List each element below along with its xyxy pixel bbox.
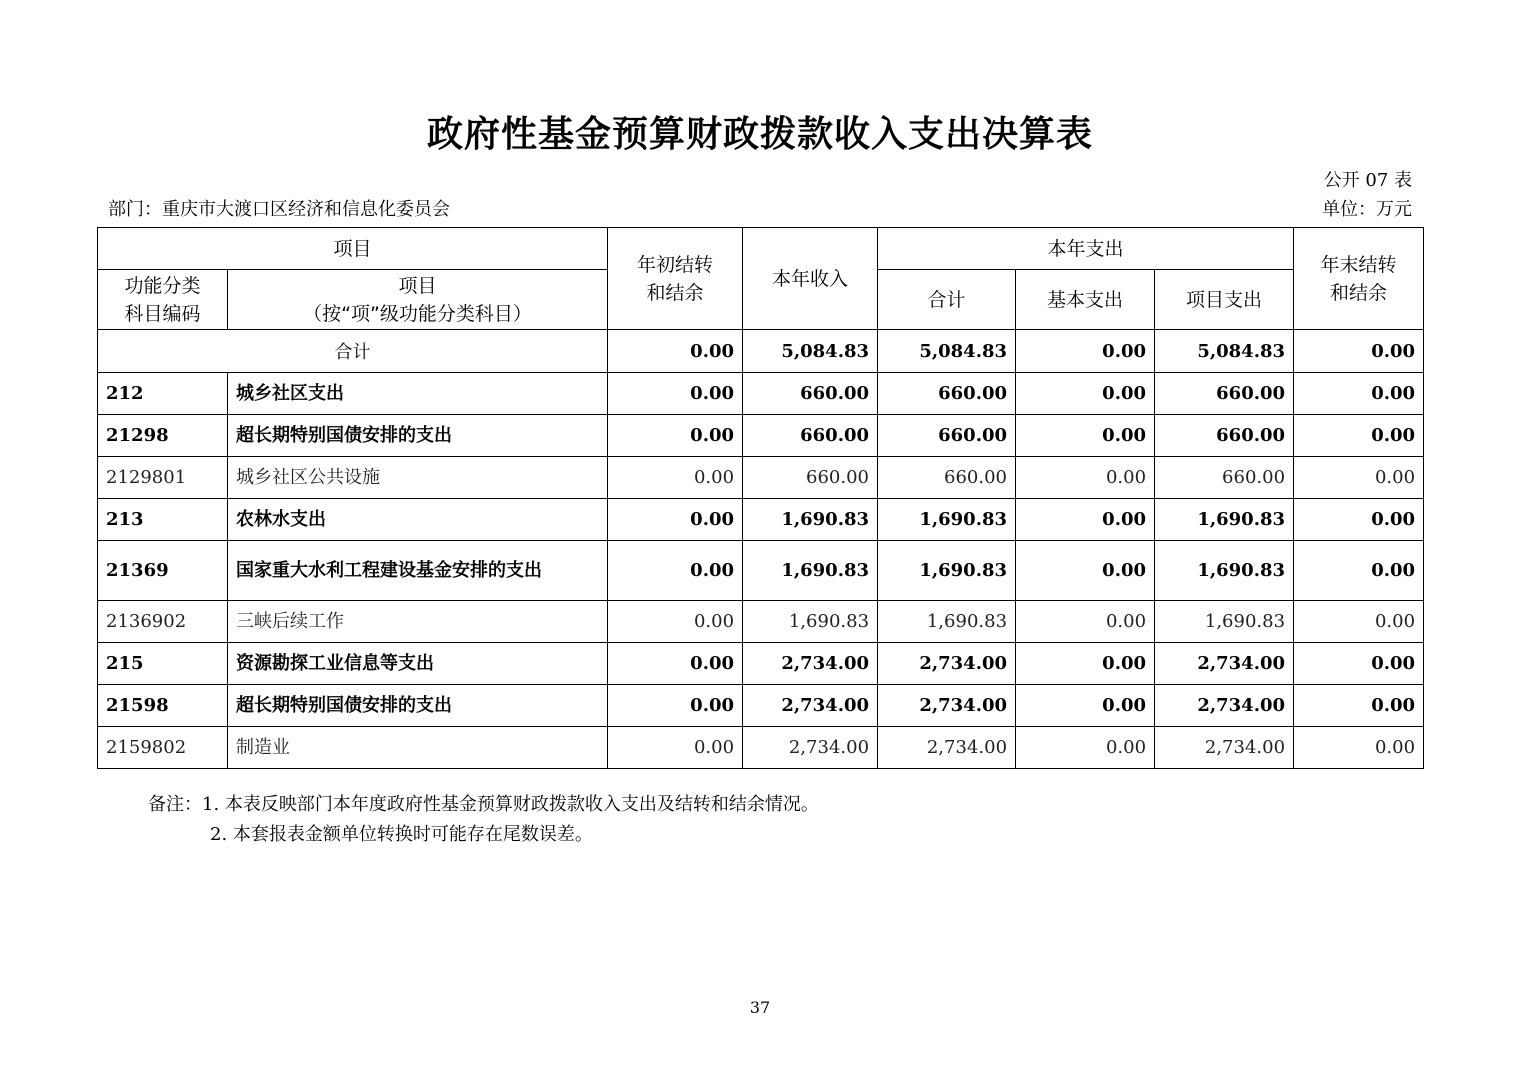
row-exp-project: 2,734.00 <box>1155 727 1294 769</box>
page-title: 政府性基金预算财政拨款收入支出决算表 <box>426 114 1093 155</box>
row-exp-basic: 0.00 <box>1016 601 1155 643</box>
table-row <box>98 643 1424 685</box>
header-exp-total: 合计 <box>878 270 1016 330</box>
row-exp-basic: 0.00 <box>1016 415 1155 457</box>
row-exp-total: 1,690.83 <box>878 601 1016 643</box>
row-income: 660.00 <box>743 373 878 415</box>
note-line <box>148 790 819 820</box>
header-exp-project: 项目支出 <box>1155 270 1294 330</box>
row-opening: 0.00 <box>608 601 743 643</box>
total-exp-total: 5,084.83 <box>878 330 1016 373</box>
row-exp-basic: 0.00 <box>1016 541 1155 601</box>
row-exp-basic: 0.00 <box>1016 499 1155 541</box>
row-name: 农林水支出 <box>228 499 608 541</box>
row-closing: 0.00 <box>1294 727 1424 769</box>
row-opening: 0.00 <box>608 685 743 727</box>
note-line <box>148 820 819 850</box>
header-exp-basic: 基本支出 <box>1016 270 1155 330</box>
total-exp-basic: 0.00 <box>1016 330 1155 373</box>
row-name: 三峡后续工作 <box>228 601 608 643</box>
row-exp-project: 660.00 <box>1155 457 1294 499</box>
row-exp-project: 660.00 <box>1155 415 1294 457</box>
row-income: 1,690.83 <box>743 601 878 643</box>
row-name: 超长期特别国债安排的支出 <box>228 415 608 457</box>
row-code: 2129801 <box>98 457 228 499</box>
row-name: 城乡社区支出 <box>228 373 608 415</box>
row-opening: 0.00 <box>608 457 743 499</box>
row-exp-project: 660.00 <box>1155 373 1294 415</box>
note-item: 1. 本表反映部门本年度政府性基金预算财政拨款收入支出及结转和结余情况。 <box>202 794 819 815</box>
row-closing: 0.00 <box>1294 643 1424 685</box>
row-exp-basic: 0.00 <box>1016 373 1155 415</box>
header-item-name: 项目 （按“项”级功能分类科目） <box>228 270 608 330</box>
row-exp-basic: 0.00 <box>1016 457 1155 499</box>
total-row <box>98 330 1424 373</box>
row-income: 1,690.83 <box>743 541 878 601</box>
row-exp-total: 660.00 <box>878 415 1016 457</box>
header-expenditure-group: 本年支出 <box>878 228 1294 270</box>
table-code: 公开 07 表 <box>1323 170 1412 191</box>
header-opening-balance: 年初结转 和结余 <box>608 228 743 330</box>
total-closing: 0.00 <box>1294 330 1424 373</box>
row-closing: 0.00 <box>1294 685 1424 727</box>
table-row <box>98 373 1424 415</box>
row-name: 资源勘探工业信息等支出 <box>228 643 608 685</box>
row-closing: 0.00 <box>1294 601 1424 643</box>
row-closing: 0.00 <box>1294 499 1424 541</box>
row-code: 215 <box>98 643 228 685</box>
row-closing: 0.00 <box>1294 373 1424 415</box>
department-label: 部门：重庆市大渡口区经济和信息化委员会 <box>108 199 450 220</box>
note-item: 2. 本套报表金额单位转换时可能存在尾数误差。 <box>210 824 593 845</box>
row-exp-project: 2,734.00 <box>1155 685 1294 727</box>
row-opening: 0.00 <box>608 499 743 541</box>
row-exp-project: 1,690.83 <box>1155 541 1294 601</box>
row-income: 2,734.00 <box>743 727 878 769</box>
row-opening: 0.00 <box>608 541 743 601</box>
row-exp-basic: 0.00 <box>1016 727 1155 769</box>
row-opening: 0.00 <box>608 727 743 769</box>
row-income: 660.00 <box>743 457 878 499</box>
row-name: 国家重大水利工程建设基金安排的支出 <box>228 541 608 601</box>
row-exp-total: 1,690.83 <box>878 541 1016 601</box>
table-row <box>98 457 1424 499</box>
header-income: 本年收入 <box>743 228 878 330</box>
notes-prefix: 备注： <box>148 794 202 815</box>
row-exp-basic: 0.00 <box>1016 685 1155 727</box>
row-closing: 0.00 <box>1294 415 1424 457</box>
table-row <box>98 415 1424 457</box>
row-exp-total: 660.00 <box>878 373 1016 415</box>
total-opening: 0.00 <box>608 330 743 373</box>
row-opening: 0.00 <box>608 373 743 415</box>
row-exp-total: 2,734.00 <box>878 727 1016 769</box>
total-exp-project: 5,084.83 <box>1155 330 1294 373</box>
row-exp-total: 2,734.00 <box>878 643 1016 685</box>
row-exp-total: 660.00 <box>878 457 1016 499</box>
row-exp-project: 1,690.83 <box>1155 601 1294 643</box>
table-row <box>98 601 1424 643</box>
row-code: 213 <box>98 499 228 541</box>
row-exp-project: 2,734.00 <box>1155 643 1294 685</box>
page-number: 37 <box>749 998 771 1017</box>
row-closing: 0.00 <box>1294 457 1424 499</box>
table-row <box>98 499 1424 541</box>
budget-table <box>97 227 1424 769</box>
header-item-group: 项目 <box>98 228 608 270</box>
table-row <box>98 727 1424 769</box>
row-code: 2136902 <box>98 601 228 643</box>
row-exp-total: 1,690.83 <box>878 499 1016 541</box>
table-row <box>98 685 1424 727</box>
header-func-code: 功能分类 科目编码 <box>98 270 228 330</box>
row-exp-project: 1,690.83 <box>1155 499 1294 541</box>
notes <box>148 790 819 850</box>
row-code: 21369 <box>98 541 228 601</box>
row-income: 1,690.83 <box>743 499 878 541</box>
total-label: 合计 <box>98 330 608 373</box>
unit-label: 单位：万元 <box>1322 199 1412 220</box>
row-income: 2,734.00 <box>743 685 878 727</box>
row-code: 21598 <box>98 685 228 727</box>
total-income: 5,084.83 <box>743 330 878 373</box>
row-name: 超长期特别国债安排的支出 <box>228 685 608 727</box>
row-income: 660.00 <box>743 415 878 457</box>
row-exp-basic: 0.00 <box>1016 643 1155 685</box>
row-opening: 0.00 <box>608 415 743 457</box>
row-income: 2,734.00 <box>743 643 878 685</box>
row-code: 21298 <box>98 415 228 457</box>
row-name: 制造业 <box>228 727 608 769</box>
row-exp-total: 2,734.00 <box>878 685 1016 727</box>
row-code: 2159802 <box>98 727 228 769</box>
header-closing-balance: 年末结转 和结余 <box>1294 228 1424 330</box>
row-opening: 0.00 <box>608 643 743 685</box>
row-code: 212 <box>98 373 228 415</box>
table-row <box>98 541 1424 601</box>
row-closing: 0.00 <box>1294 541 1424 601</box>
row-name: 城乡社区公共设施 <box>228 457 608 499</box>
